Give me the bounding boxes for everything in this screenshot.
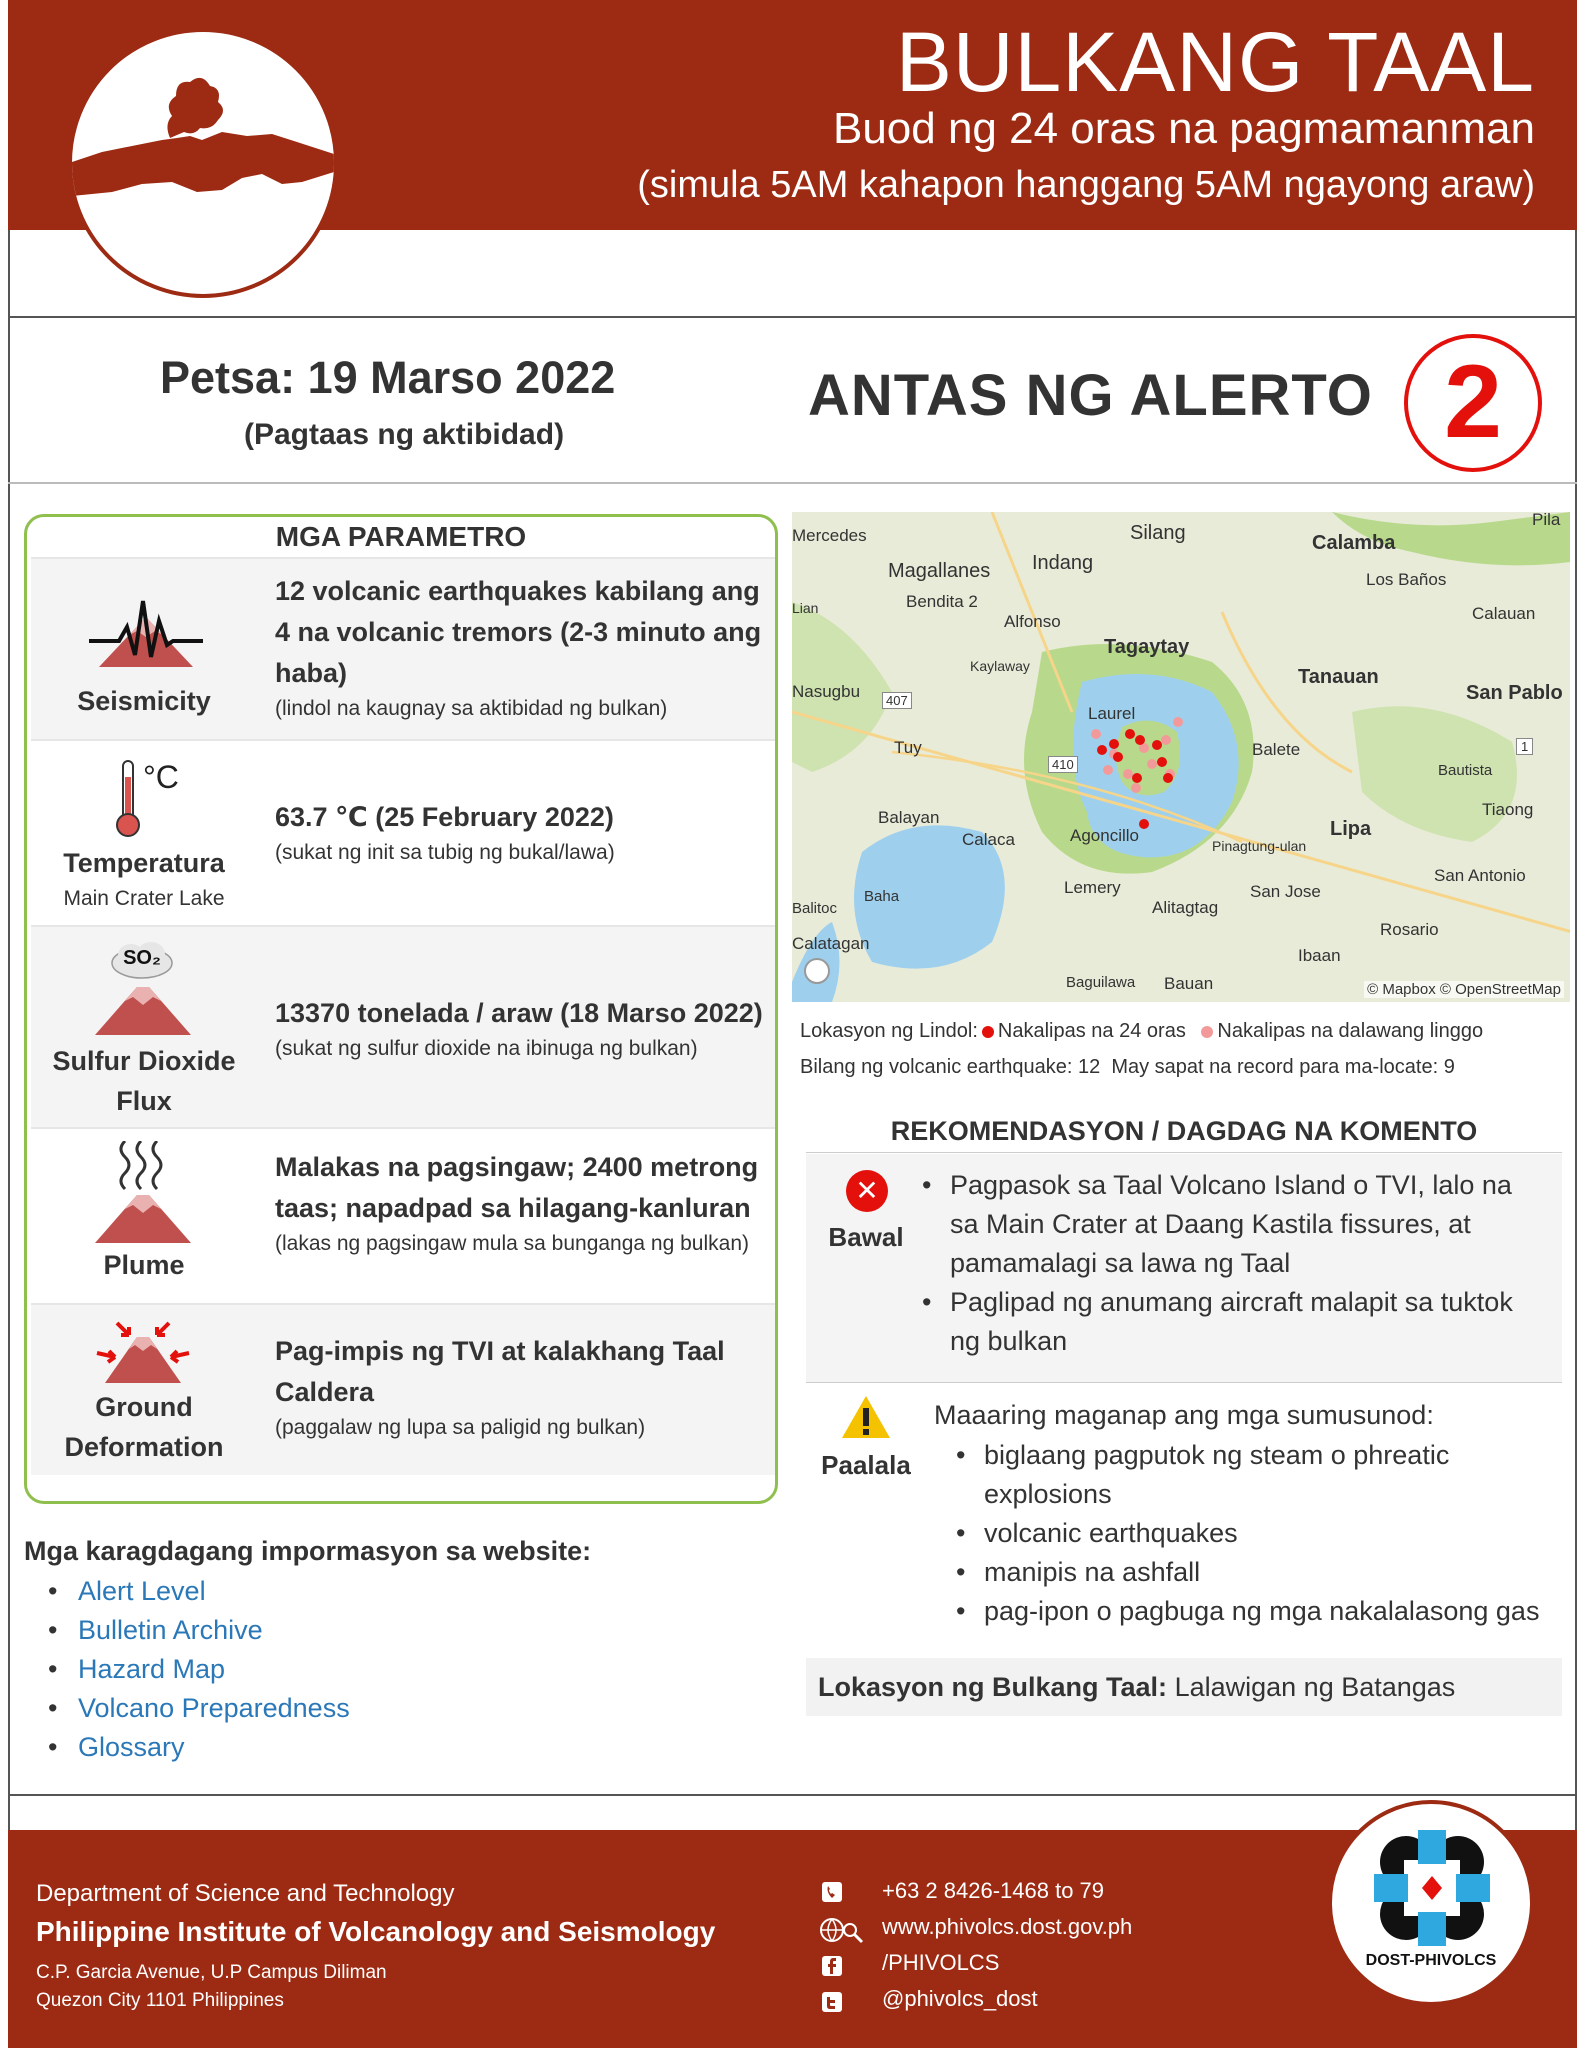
facebook-icon xyxy=(820,1954,844,1978)
recent-quake-dot-icon xyxy=(982,1026,994,1038)
bawal-section xyxy=(806,1154,1562,1382)
map-place-label: Tanauan xyxy=(1298,666,1379,688)
earthquake-marker[interactable] xyxy=(1131,783,1141,793)
map-place-label: Los Baños xyxy=(1366,570,1447,589)
paalala-item: • biglaang pagputok ng steam o phreatic explosions xyxy=(954,1436,1554,1514)
alert-level-badge: 2 xyxy=(1404,334,1542,472)
web-search-icon xyxy=(820,1916,864,1944)
map-place-label: Tuy xyxy=(894,738,922,757)
twitter-icon xyxy=(820,1990,844,2014)
parameter-row-temperature xyxy=(31,739,775,925)
map-place-label: Calamba xyxy=(1312,532,1396,554)
paalala-section xyxy=(806,1384,1562,1654)
activity-status: (Pagtaas ng aktibidad) xyxy=(244,418,565,451)
link-bulletin-archive[interactable]: • Bulletin Archive xyxy=(48,1611,350,1650)
parameter-label: Seismicity xyxy=(77,686,211,716)
phone-icon xyxy=(820,1880,844,1904)
earthquake-marker[interactable] xyxy=(1147,759,1157,769)
bawal-item: • Pagpasok sa Taal Volcano Island o TVI, lalo na sa Main Crater at Daang Kastila fissures, at pamamalagi sa lawa ng Taal xyxy=(920,1166,1540,1283)
paalala-intro: Maaaring maganap ang mga sumusunod: xyxy=(934,1400,1434,1430)
map-place-label: Baguilawa xyxy=(1066,974,1136,991)
more-info-title: Mga karagdagang impormasyon sa website: xyxy=(24,1536,592,1566)
parameter-note: (sukat ng init sa tubig ng bukal/lawa) xyxy=(275,841,615,864)
parameter-label: Plume xyxy=(103,1250,185,1280)
volcano-location xyxy=(806,1658,1562,1716)
earthquake-marker[interactable] xyxy=(1163,773,1173,783)
map-credit[interactable]: © Mapbox © OpenStreetMap xyxy=(1364,981,1564,998)
parameter-value: Malakas na pagsingaw; 2400 metrong taas; napadpad sa hilagang-kanluran xyxy=(275,1152,759,1223)
parameter-value: 63.7 ℃ (25 February 2022) xyxy=(275,802,614,832)
divider xyxy=(806,1152,1562,1153)
map-place-label: Balayan xyxy=(878,808,940,827)
so2-label: SO₂ xyxy=(123,947,161,969)
earthquake-marker[interactable] xyxy=(1139,819,1149,829)
parameter-row-plume xyxy=(31,1127,775,1303)
map-place-label: Silang xyxy=(1130,522,1186,544)
dost-phivolcs-logo xyxy=(1328,1800,1534,2006)
footer-twitter[interactable]: @phivolcs_dost xyxy=(882,1986,1038,2011)
earthquake-marker[interactable] xyxy=(1123,769,1133,779)
steam-icon xyxy=(115,1141,171,1191)
footer-institute: Philippine Institute of Volcanology and Seismology xyxy=(36,1916,716,1947)
map-place-label: Magallanes xyxy=(888,560,991,582)
legend-recent: Nakalipas na 24 oras xyxy=(997,1020,1186,1042)
parameters-panel xyxy=(24,514,778,1504)
earthquake-marker[interactable] xyxy=(1135,735,1145,745)
bawal-label: Bawal xyxy=(828,1222,904,1252)
parameter-row-seismicity xyxy=(31,557,775,739)
seismicity-icon xyxy=(89,597,203,669)
mapbox-logo-icon xyxy=(804,958,830,984)
paalala-item: • pag-ipon o pagbuga ng mga nakalalasong gas xyxy=(954,1592,1554,1631)
prohibited-icon: ✕ xyxy=(846,1170,888,1212)
page-subtitle: Buod ng 24 oras na pagmamanman xyxy=(832,104,1535,153)
map-place-label: San Antonio xyxy=(1434,866,1526,885)
earthquake-marker[interactable] xyxy=(1173,717,1183,727)
map-place-label: Alitagtag xyxy=(1152,898,1219,917)
bawal-item: • Paglipad ng anumang aircraft malapit sa tuktok ng bulkan xyxy=(920,1283,1540,1361)
map-place-label: San Jose xyxy=(1250,882,1321,901)
map-place-label: Pinagtung-ulan xyxy=(1212,838,1307,854)
road-marker: 410 xyxy=(1048,756,1078,773)
logo-text: DOST-PHIVOLCS xyxy=(1365,1952,1497,1969)
location-value: Lalawigan ng Batangas xyxy=(1174,1672,1456,1702)
location-label: Lokasyon ng Bulkang Taal: xyxy=(818,1672,1168,1702)
map-place-label: Baha xyxy=(864,888,900,905)
earthquake-marker[interactable] xyxy=(1097,745,1107,755)
parameters-title: MGA PARAMETRO xyxy=(275,521,527,552)
map-place-label: Balitoc xyxy=(792,900,838,917)
old-quake-dot-icon xyxy=(1201,1026,1213,1038)
parameter-label: Temperatura xyxy=(63,848,225,878)
thermometer-icon xyxy=(113,759,143,839)
warning-icon xyxy=(840,1394,892,1440)
parameter-note: (sukat ng sulfur dioxide na ibinuga ng bulkan) xyxy=(275,1037,698,1060)
map-place-label: Lipa xyxy=(1330,818,1372,840)
parameter-value: Pag-impis ng TVI at kalakhang Taal Caldera xyxy=(275,1336,725,1407)
map-place-label: Ibaan xyxy=(1298,946,1341,965)
divider xyxy=(8,1794,1577,1796)
footer-address-line1: C.P. Garcia Avenue, U.P Campus Diliman xyxy=(36,1962,387,1983)
alert-level-label: ANTAS NG ALERTO xyxy=(808,363,1373,428)
divider xyxy=(8,316,1577,318)
earthquake-location-map[interactable] xyxy=(792,512,1570,1002)
parameter-value: 12 volcanic earthquakes kabilang ang 4 na volcanic tremors (2-3 minuto ang haba) xyxy=(275,576,762,688)
more-info-links xyxy=(48,1572,350,1767)
earthquake-marker[interactable] xyxy=(1103,765,1113,775)
map-place-label: San Pablo xyxy=(1466,682,1563,704)
earthquake-marker[interactable] xyxy=(1091,729,1101,739)
volcano-icon xyxy=(95,983,191,1035)
earthquake-marker[interactable] xyxy=(1113,752,1123,762)
parameter-label: Sulfur Dioxide Flux xyxy=(52,1046,236,1116)
ground-deformation-icon xyxy=(95,1319,191,1383)
parameter-sublabel: Main Crater Lake xyxy=(63,887,225,910)
map-place-label: Calatagan xyxy=(792,934,870,953)
taal-volcano-logo xyxy=(68,28,338,298)
map-place-label: Mercedes xyxy=(792,526,867,545)
phivolcs-emblem-icon xyxy=(1374,1830,1490,1946)
monitoring-period: (simula 5AM kahapon hanggang 5AM ngayong araw) xyxy=(637,164,1535,206)
map-place-label: Pila xyxy=(1532,512,1561,529)
map-place-label: Calauan xyxy=(1472,604,1536,623)
parameter-label: Ground Deformation xyxy=(64,1392,224,1462)
map-place-label: Bauan xyxy=(1164,974,1214,993)
link-volcano-preparedness[interactable]: • Volcano Preparedness xyxy=(48,1689,350,1728)
bulletin-date: Petsa: 19 Marso 2022 xyxy=(160,352,616,403)
map-place-label: Nasugbu xyxy=(792,682,861,701)
link-alert-level[interactable]: • Alert Level xyxy=(48,1572,350,1611)
map-place-label: Agoncillo xyxy=(1070,826,1139,845)
volcano-icon xyxy=(95,1191,191,1243)
parameter-value: 13370 tonelada / araw (18 Marso 2022) xyxy=(275,998,763,1028)
map-place-label: Rosario xyxy=(1380,920,1439,939)
paalala-label: Paalala xyxy=(821,1450,911,1480)
map-legend xyxy=(800,1020,1483,1043)
parameter-note: (paggalaw ng lupa sa paligid ng bulkan) xyxy=(275,1416,646,1439)
map-place-label: Tagaytay xyxy=(1104,636,1190,658)
paalala-item: • manipis na ashfall xyxy=(954,1553,1554,1592)
footer-phone: +63 2 8426-1468 to 79 xyxy=(882,1878,1105,1903)
footer-facebook[interactable]: /PHIVOLCS xyxy=(882,1950,1000,1975)
map-place-label: Alfonso xyxy=(1004,612,1061,631)
footer-department: Department of Science and Technology xyxy=(36,1880,455,1907)
map-place-label: Bautista xyxy=(1438,762,1493,779)
earthquake-marker[interactable] xyxy=(1132,773,1142,783)
footer-address-line2: Quezon City 1101 Philippines xyxy=(36,1990,284,2011)
earthquake-marker[interactable] xyxy=(1161,735,1171,745)
earthquake-marker[interactable] xyxy=(1125,729,1135,739)
parameter-note: (lakas ng pagsingaw mula sa bunganga ng bulkan) xyxy=(275,1232,749,1255)
map-place-label: Indang xyxy=(1032,552,1094,574)
map-place-label: Bendita 2 xyxy=(906,592,978,611)
link-glossary[interactable]: • Glossary xyxy=(48,1728,350,1767)
legend-prefix: Lokasyon ng Lindol: xyxy=(800,1020,978,1042)
divider xyxy=(8,482,1577,484)
map-place-label: Lian xyxy=(792,600,819,616)
map-place-label: Laurel xyxy=(1088,704,1136,723)
parameter-note: (lindol na kaugnay sa aktibidad ng bulkan) xyxy=(275,697,668,720)
earthquake-counts: Bilang ng volcanic earthquake: 12 May sapat na record para ma-locate: 9 xyxy=(800,1056,1455,1078)
footer-website[interactable]: www.phivolcs.dost.gov.ph xyxy=(882,1914,1133,1939)
map-place-label: Calaca xyxy=(962,830,1015,849)
legend-old: Nakalipas na dalawang linggo xyxy=(1217,1020,1484,1042)
map-place-label: Kaylaway xyxy=(970,658,1030,674)
page-title: BULKANG TAAL xyxy=(895,15,1535,109)
parameter-row-so2 xyxy=(31,925,775,1127)
earthquake-marker[interactable] xyxy=(1109,739,1119,749)
road-marker: 407 xyxy=(882,692,912,709)
road-marker: 1 xyxy=(1516,738,1533,755)
link-hazard-map[interactable]: • Hazard Map xyxy=(48,1650,350,1689)
earthquake-marker[interactable] xyxy=(1157,757,1167,767)
paalala-item: • volcanic earthquakes xyxy=(954,1514,1554,1553)
celsius-symbol: °C xyxy=(143,759,179,795)
divider xyxy=(806,1382,1562,1383)
map-place-label: Tiaong xyxy=(1482,800,1534,819)
earthquake-marker[interactable] xyxy=(1152,740,1162,750)
parameter-row-ground-deformation xyxy=(31,1303,775,1475)
recommendations-title: REKOMENDASYON / DAGDAG NA KOMENTO xyxy=(890,1116,1478,1146)
map-place-label: Lemery xyxy=(1064,878,1121,897)
map-place-label: Balete xyxy=(1252,740,1301,759)
